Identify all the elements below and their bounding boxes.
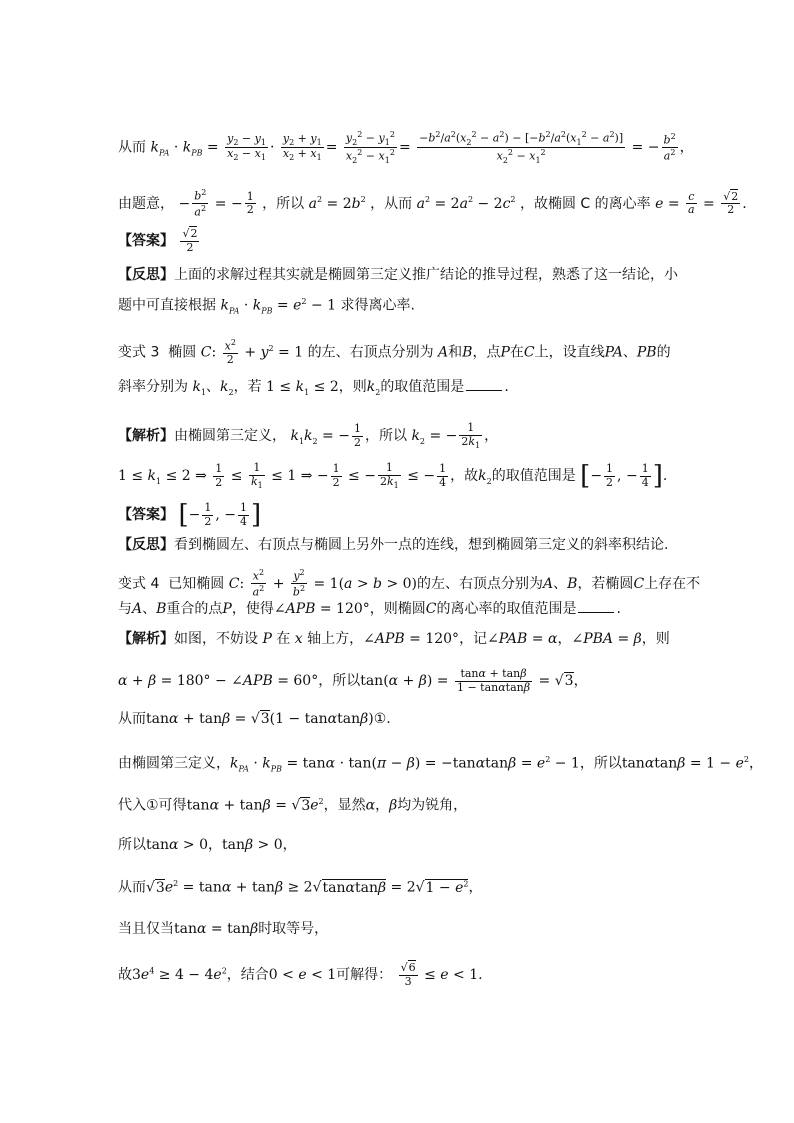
v4-l2-a: 与 — [118, 601, 132, 617]
reflection-text-3: 看到椭圆左、右顶点与椭圆上另外一点的连线，想到椭圆第三定义的斜率积结论. — [174, 537, 669, 553]
v4-c: ，若椭圆 — [577, 575, 634, 592]
solution-4-line-7: 从而$√3e^2 = \tan\alpha + \tan\beta \ge 2√\tan\alpha\tan\beta = 2√1 - e^2$， — [118, 879, 483, 896]
formula-line-1: 从而 $k_{PA} \cdot k_{PB}$ = $\frac{y_2 - y_1}{x_2 - x_1}$ · $\frac{y_2 + y_1}{x_2 + x_1}$ = $\frac{y_2^2 - y_1^2}{x_2^2 - x_1^2}$ = $\frac{-b^2/a^2(x_2^2 - a^2) - [-b^2/a^2(x_1^2 - a^2)]}{x_2^2 - x_1^2}$ = − $\frac{b^2}{a^2}$ ， — [118, 130, 694, 165]
sol4-a: 如图，不妨设 — [174, 631, 258, 647]
s7-a: 代入①可得 — [118, 797, 187, 814]
solution-4-line-4: 由椭圆第三定义，$k_{PA} \cdot k_{PB} = \tan\alpha \cdot \tan(\pi - \beta) = -\tan\alpha\tan\beta = e^2 - 1$，所以$\tan\alpha\tan\beta = 1 - e^2$， — [118, 755, 763, 774]
v3-text-h: 的 — [656, 344, 671, 361]
solution-4-line-9: 故$3e^4 \ge 4 - 4e^2$，结合0 < e < 1可解得： $\frac{√6}{3}$ ≤ e < 1. — [118, 961, 483, 988]
v4-b: 的左、右顶点分别为 — [417, 575, 544, 592]
s7-d: 均为锐角， — [397, 797, 468, 814]
s8-b: ， — [208, 837, 223, 853]
s7-c: ， — [375, 797, 390, 814]
v3-text-d: ，点 — [472, 344, 501, 361]
s10-b: 时取等号， — [258, 921, 329, 937]
reflection-1-line-1 — [118, 268, 678, 282]
answer-label: 【答案】 — [118, 233, 174, 250]
v4-l2-e: 的离心率的取值范围是 — [436, 601, 577, 617]
sol3-l2-end2: 的取值范围是 — [491, 468, 576, 485]
sol4-d: ，记 — [459, 631, 488, 647]
text-suo-yi: ，所以 — [262, 195, 305, 212]
answer-blank — [466, 390, 502, 391]
s8-a: 所以 — [118, 837, 146, 853]
v4-l2-d: ，则椭圆 — [369, 601, 426, 617]
v3-l2-a: 斜率分别为 — [118, 379, 188, 395]
sol3-b: ，所以 — [364, 428, 407, 445]
sol4-l2-a: ，所以 — [318, 673, 361, 690]
s11-a: 故 — [118, 967, 132, 984]
variant-4-line-2: 与A、B重合的点P，使得∠APB = 120°，则椭圆C的离心率的取值范围是 . — [118, 601, 621, 617]
s6-a: 由椭圆第三定义， — [118, 755, 230, 772]
solution-4-line-6: 所以tanα > 0，tanβ > 0， — [118, 837, 297, 853]
answer-3: 【答案】 [− $\frac{1}{2}$ , − $\frac{1}{4}$ ] — [118, 500, 262, 531]
v4-a: 已知椭圆 — [168, 575, 225, 592]
sol4-c: 轴上方， — [307, 631, 364, 647]
s10: 当且仅当 — [118, 921, 174, 937]
v3-l2-e: 的取值范围是 — [380, 379, 465, 395]
reflection-text: 上面的求解过程其实就是椭圆第三定义推广结论的推导过程，熟悉了这一结论，小 — [174, 267, 678, 283]
s6-b: ，所以 — [579, 755, 622, 772]
s9-a: 从而 — [118, 879, 146, 896]
v3-l2-d: ，则 — [338, 379, 367, 395]
text-you-ti-yi: 由题意， — [118, 195, 174, 212]
solution-label: 【解析】 — [118, 428, 174, 445]
s8-c: ， — [282, 837, 297, 853]
answer-1: 【答案】 $\frac{√2}{2}$ — [118, 227, 198, 254]
sol3-a: 由椭圆第三定义， — [174, 428, 286, 445]
variant-3-line-1: 变式 3 椭圆 C: $\frac{x^2}{2}$ + $y^2 = 1$ 的左、右顶点分别为 A和B，点P在C上，设直线PA、PB的 — [118, 338, 671, 367]
v4-d: 上存在不 — [644, 575, 701, 592]
solution-3-line-1: 【解析】由椭圆第三定义， $k_1k_2$ = − $\frac{1}{2}$ ，所以 $k_2$ = − $\frac{1}{2k_1}$ ， — [118, 421, 499, 450]
s11-b: ，结合 — [226, 967, 269, 984]
reflection-1-line-2: 题中可直接根据 $k_{PA} \cdot k_{PB} = e^2 - 1$ 求得离心率. — [118, 297, 415, 316]
v3-l2-b: 、 — [206, 379, 221, 395]
v3-text-c: 和 — [448, 344, 463, 361]
s7-b: ，显然 — [323, 797, 366, 814]
v3-text-f: 上，设直线 — [534, 344, 605, 361]
variant-4-line-1: 变式 4 已知椭圆 C: $\frac{x^2}{a^2}$ + $\frac{y^2}{b^2}$ = 1(a > b > 0)的左、右顶点分别为A、B，若椭圆C上存在不 — [118, 568, 701, 599]
text-eccentricity: ，故椭圆 C 的离心率 — [519, 195, 651, 212]
v3-text-b: 的左、右顶点分别为 — [307, 344, 434, 361]
reflection-label-3: 【反思】 — [118, 537, 174, 553]
reflection-text-2b: 求得离心率. — [340, 297, 415, 314]
v3-l2-c: ，若 — [233, 379, 262, 395]
solution-4-line-1: 【解析】如图，不妨设 P 在 x 轴上方，∠APB = 120°，记∠PAB = α，∠PBA = β，则 — [118, 631, 670, 647]
reflection-3 — [118, 538, 668, 552]
text-cong-er: 从而 — [118, 139, 146, 156]
text-cong-er-2: ，从而 — [370, 195, 413, 212]
solution-3-line-2: $1 \le k_1 \le 2$ ⇒ $\frac{1}{2}$ ≤ $\frac{1}{k_1}$ ≤ 1 ⇒ − $\frac{1}{2}$ ≤ − $\frac{1}{2k_1}$ ≤ − $\frac{1}{4}$ ，故$k_2$的取值范围是 [− $\frac{1}{2}$ , − $\frac{1}{4}$ ]. — [118, 461, 668, 492]
sol3-l2-end: ，故 — [450, 468, 479, 485]
v3-text-e: 在 — [509, 344, 524, 361]
solution-4-line-5: 代入①可得$\tan\alpha + \tan\beta = √3e^2$，显然α，β均为锐角， — [118, 797, 468, 814]
sol4-e: ， — [557, 631, 572, 647]
answer-blank-4 — [578, 612, 614, 613]
sol4-f: ，则 — [641, 631, 670, 647]
v4-l2-b: 重合的点 — [166, 601, 223, 617]
solution-4-line-8: 当且仅当tanα = tanβ时取等号， — [118, 921, 329, 937]
answer-label-3: 【答案】 — [118, 507, 174, 524]
v4-l2-c: ，使得 — [231, 601, 274, 617]
sol4-b: 在 — [276, 631, 291, 647]
variant-4-label: 变式 4 — [118, 575, 160, 592]
formula-line-2: 由题意， − $\frac{b^2}{a^2}$ = − $\frac{1}{2}$ ，所以 $a^2 = 2b^2$ ，从而 $a^2 = 2a^2 - 2c^2$ ，故椭圆 C 的离心率 e = $\frac{c}{a}$ = $\frac{√2}{2}$ . — [118, 188, 747, 219]
reflection-label: 【反思】 — [118, 267, 174, 283]
variant-3-line-2: 斜率分别为 $k_1$、$k_2$，若 $1 \le k_1 \le 2$，则$k_2$的取值范围是 . — [118, 379, 509, 397]
v3-text-a: 椭圆 — [168, 344, 197, 361]
variant-3-label: 变式 3 — [118, 344, 160, 361]
solution-label-4: 【解析】 — [118, 631, 174, 647]
solution-4-line-2: α + β = 180° − ∠APB = 60°，所以tan(α + β) = $\frac{\tan\alpha + \tan\beta}{1 - \tan\alpha\tan\beta}$ = √3， — [118, 667, 588, 694]
reflection-text-2a: 题中可直接根据 — [118, 297, 216, 314]
s5: 从而 — [118, 711, 146, 727]
s11-c: 可解得： — [336, 967, 393, 984]
v3-text-g: 、 — [622, 344, 637, 361]
solution-4-line-3: 从而tanα + tanβ = √3(1 − tanαtanβ)①. — [118, 711, 391, 727]
